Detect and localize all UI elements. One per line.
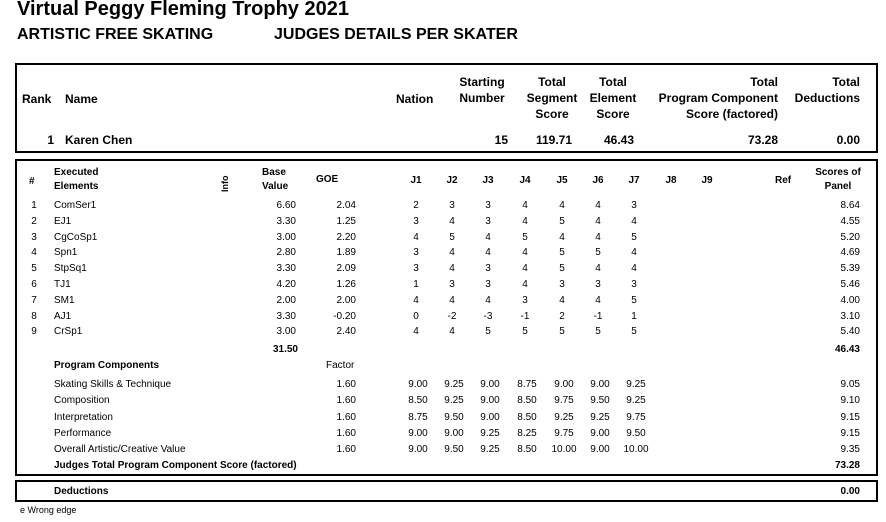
component-judge-score: 9.50 (444, 444, 464, 456)
component-judge-score: 9.75 (554, 427, 574, 439)
element-panel-score: 5.39 (840, 263, 860, 275)
element-judge-score: 2 (413, 200, 419, 211)
element-base-value: 2.00 (276, 294, 296, 306)
skater-tss: 119.71 (535, 133, 572, 147)
element-judge-score: 3 (449, 200, 455, 211)
base-value-total: 31.50 (272, 344, 298, 355)
rank-header: Rank (22, 92, 52, 106)
component-panel-score: 9.35 (840, 444, 860, 456)
element-judge-score: 3 (559, 279, 565, 290)
component-panel-score: 9.05 (840, 379, 860, 390)
judge-header-4: J4 (519, 175, 531, 186)
element-judge-score: 3 (485, 263, 491, 275)
component-judge-score: 9.25 (480, 444, 500, 456)
element-judge-score: -1 (593, 310, 603, 322)
element-name: StpSq1 (54, 263, 87, 275)
element-base-value: 3.30 (276, 310, 296, 322)
component-judge-score: 9.50 (444, 411, 464, 423)
tes-header: Total Element Score (589, 75, 637, 121)
component-judge-score: 9.00 (408, 379, 428, 390)
element-judge-score: 5 (559, 247, 565, 259)
element-judge-score: 4 (595, 294, 601, 306)
element-goe: -0.20 (333, 310, 356, 322)
elements-header: Executed Elements (54, 167, 99, 192)
element-judge-score: 4 (559, 294, 565, 306)
skater-starting-number: 15 (494, 133, 508, 147)
element-judge-score: 3 (413, 263, 419, 275)
page-title: Virtual Peggy Fleming Trophy 2021 (17, 0, 349, 20)
skater-tes: 46.43 (603, 133, 634, 147)
starting-number-header: Starting Number (459, 75, 505, 105)
element-judge-score: 5 (631, 326, 637, 338)
component-judge-score: 8.50 (517, 395, 537, 407)
element-number: 6 (31, 279, 37, 290)
element-base-value: 3.00 (276, 231, 296, 243)
component-judge-score: 9.00 (590, 379, 610, 390)
element-panel-score: 5.20 (840, 231, 860, 243)
element-judge-score: 4 (595, 215, 601, 227)
component-name: Composition (54, 395, 110, 407)
element-judge-score: 4 (449, 263, 455, 275)
skater-rank: 1 (47, 133, 54, 147)
component-name: Overall Artistic/Creative Value (54, 444, 186, 456)
component-panel-score: 9.10 (840, 395, 860, 407)
skater-deductions: 0.00 (836, 133, 860, 147)
element-judge-score: 4 (485, 247, 491, 259)
element-judge-score: 5 (595, 326, 601, 338)
judge-header-3: J3 (482, 175, 494, 186)
element-base-value: 3.00 (276, 326, 296, 338)
element-goe: 2.00 (336, 294, 356, 306)
component-judge-score: 9.25 (444, 379, 464, 390)
element-number: 5 (31, 263, 37, 275)
component-judge-score: 8.25 (517, 427, 537, 439)
element-judge-score: 5 (559, 326, 565, 338)
element-judge-score: 4 (522, 263, 528, 275)
judge-header-1: J1 (410, 175, 422, 186)
component-judge-score: 9.50 (590, 395, 610, 407)
judge-header-6: J6 (592, 175, 604, 186)
component-judge-score: 9.25 (626, 395, 646, 407)
panel-header: Scores of Panel (815, 167, 861, 192)
segment-name: ARTISTIC FREE SKATING (17, 26, 214, 43)
pcs-header: Total Program Component Score (factored) (658, 75, 778, 121)
num-header: # (29, 176, 35, 187)
element-judge-score: 4 (522, 200, 528, 211)
tss-header: Total Segment Score (526, 75, 578, 121)
component-judge-score: 8.50 (408, 395, 428, 407)
element-judge-score: 4 (595, 200, 601, 211)
component-judge-score: 9.25 (590, 411, 610, 423)
deductions-header: Total Deductions (794, 75, 860, 105)
component-judge-score: 9.25 (480, 427, 500, 439)
element-goe: 1.26 (336, 279, 356, 290)
element-name: Spn1 (54, 247, 78, 259)
element-goe: 1.89 (336, 247, 356, 259)
deductions-label: Deductions (54, 486, 109, 497)
element-judge-score: 3 (631, 200, 637, 211)
component-judge-score: 9.00 (408, 444, 428, 456)
component-judge-score: 8.50 (517, 411, 537, 423)
element-number: 7 (31, 294, 37, 306)
element-number: 3 (31, 231, 37, 243)
element-judge-score: 3 (413, 247, 419, 259)
judge-header-8: J8 (665, 175, 677, 186)
element-base-value: 3.30 (276, 215, 296, 227)
element-judge-score: 3 (413, 215, 419, 227)
element-name: ComSer1 (54, 200, 97, 211)
component-judge-score: 8.50 (517, 444, 537, 456)
element-judge-score: 5 (559, 263, 565, 275)
judge-header-2: J2 (446, 175, 458, 186)
info-header: Info (220, 175, 230, 192)
factor-header: Factor (326, 360, 355, 371)
element-goe: 1.25 (336, 215, 356, 227)
component-judge-score: 9.75 (554, 395, 574, 407)
element-goe: 2.04 (336, 200, 356, 211)
element-judge-score: 4 (449, 294, 455, 306)
component-factor: 1.60 (336, 444, 356, 456)
element-name: SM1 (54, 294, 75, 306)
element-judge-score: 4 (559, 200, 565, 211)
component-judge-score: 9.00 (444, 427, 464, 439)
element-panel-score: 8.64 (840, 200, 860, 211)
deductions-value: 0.00 (840, 486, 860, 497)
element-name: EJ1 (54, 215, 72, 227)
component-name: Interpretation (54, 411, 113, 423)
footnote: e Wrong edge (20, 505, 77, 515)
component-factor: 1.60 (336, 427, 356, 439)
pcs-total-value: 73.28 (834, 460, 860, 471)
component-judge-score: 9.25 (626, 379, 646, 390)
component-judge-score: 9.00 (408, 427, 428, 439)
component-judge-score: 9.25 (444, 395, 464, 407)
component-name: Performance (54, 427, 112, 439)
goe-header: GOE (316, 174, 339, 185)
component-judge-score: 9.25 (554, 411, 574, 423)
element-judge-score: 4 (522, 247, 528, 259)
component-judge-score: 9.00 (480, 411, 500, 423)
component-judge-score: 8.75 (517, 379, 537, 390)
deductions-box (15, 480, 878, 502)
element-judge-score: 4 (449, 326, 455, 338)
element-goe: 2.20 (336, 231, 356, 243)
element-judge-score: 4 (413, 231, 419, 243)
element-name: CgCoSp1 (54, 231, 98, 243)
element-base-value: 6.60 (276, 200, 296, 211)
judge-header-9: J9 (701, 175, 713, 186)
element-judge-score: 3 (485, 215, 491, 227)
element-judge-score: 4 (485, 231, 491, 243)
element-base-value: 3.30 (276, 263, 296, 275)
component-factor: 1.60 (336, 395, 356, 407)
nation-header: Nation (396, 92, 434, 106)
element-number: 1 (31, 200, 37, 211)
element-judge-score: 3 (485, 200, 491, 211)
skater-name: Karen Chen (65, 133, 133, 147)
element-name: CrSp1 (54, 326, 83, 338)
component-panel-score: 9.15 (840, 427, 860, 439)
ref-header: Ref (775, 175, 792, 186)
element-judge-score: 1 (413, 279, 419, 290)
element-judge-score: 5 (449, 231, 455, 243)
element-judge-score: 5 (522, 231, 528, 243)
name-header: Name (65, 92, 98, 106)
element-judge-score: 3 (595, 279, 601, 290)
element-number: 2 (31, 215, 37, 227)
component-panel-score: 9.15 (840, 411, 860, 423)
element-judge-score: 4 (631, 263, 637, 275)
element-number: 9 (31, 326, 37, 338)
judge-header-5: J5 (556, 175, 568, 186)
element-panel-score: 4.00 (840, 294, 860, 306)
element-judge-score: 4 (559, 231, 565, 243)
pcs-total-label: Judges Total Program Component Score (factored) (54, 460, 297, 471)
element-judge-score: 2 (559, 310, 565, 322)
element-panel-score: 4.55 (840, 215, 860, 227)
component-judge-score: 9.00 (480, 395, 500, 407)
elements-panel-total: 46.43 (834, 344, 860, 355)
element-panel-score: 3.10 (840, 310, 860, 322)
component-judge-score: 9.75 (626, 411, 646, 423)
element-judge-score: -3 (483, 310, 493, 322)
element-judge-score: 5 (595, 247, 601, 259)
element-judge-score: 4 (522, 279, 528, 290)
element-judge-score: 5 (631, 231, 637, 243)
component-judge-score: 10.00 (623, 444, 649, 456)
element-judge-score: 4 (631, 215, 637, 227)
element-judge-score: 3 (631, 279, 637, 290)
component-name: Skating Skills & Technique (54, 379, 172, 390)
element-name: AJ1 (54, 310, 72, 322)
component-judge-score: 9.00 (554, 379, 574, 390)
element-judge-score: 3 (485, 279, 491, 290)
element-base-value: 4.20 (276, 279, 296, 290)
element-judge-score: 4 (595, 231, 601, 243)
element-panel-score: 4.69 (840, 247, 860, 259)
element-judge-score: 3 (449, 279, 455, 290)
element-judge-score: 1 (631, 310, 637, 322)
element-judge-score: -2 (447, 310, 457, 322)
element-judge-score: 4 (413, 326, 419, 338)
element-judge-score: 4 (449, 215, 455, 227)
component-judge-score: 9.50 (626, 427, 646, 439)
component-judge-score: 8.75 (408, 411, 428, 423)
component-factor: 1.60 (336, 379, 356, 390)
element-goe: 2.09 (336, 263, 356, 275)
element-judge-score: 4 (485, 294, 491, 306)
component-factor: 1.60 (336, 411, 356, 423)
component-judge-score: 10.00 (551, 444, 577, 456)
component-judge-score: 9.00 (480, 379, 500, 390)
report-name: JUDGES DETAILS PER SKATER (274, 26, 518, 43)
element-judge-score: 4 (522, 215, 528, 227)
element-judge-score: 5 (522, 326, 528, 338)
element-judge-score: 5 (631, 294, 637, 306)
element-name: TJ1 (54, 279, 71, 290)
element-judge-score: 4 (449, 247, 455, 259)
element-judge-score: 3 (522, 294, 528, 306)
element-number: 8 (31, 310, 37, 322)
element-judge-score: 4 (631, 247, 637, 259)
program-components-header: Program Components (54, 360, 160, 371)
element-judge-score: 5 (485, 326, 491, 338)
element-panel-score: 5.40 (840, 326, 860, 338)
element-judge-score: -1 (520, 310, 530, 322)
base-value-header: Base Value (262, 167, 289, 192)
component-judge-score: 9.00 (590, 427, 610, 439)
element-goe: 2.40 (336, 326, 356, 338)
component-judge-score: 9.00 (590, 444, 610, 456)
element-judge-score: 4 (413, 294, 419, 306)
judge-header-7: J7 (628, 175, 640, 186)
element-number: 4 (31, 247, 37, 259)
element-judge-score: 5 (559, 215, 565, 227)
element-base-value: 2.80 (276, 247, 296, 259)
skater-pcs: 73.28 (747, 133, 778, 147)
element-judge-score: 4 (595, 263, 601, 275)
element-judge-score: 0 (413, 310, 419, 322)
element-panel-score: 5.46 (840, 279, 860, 290)
